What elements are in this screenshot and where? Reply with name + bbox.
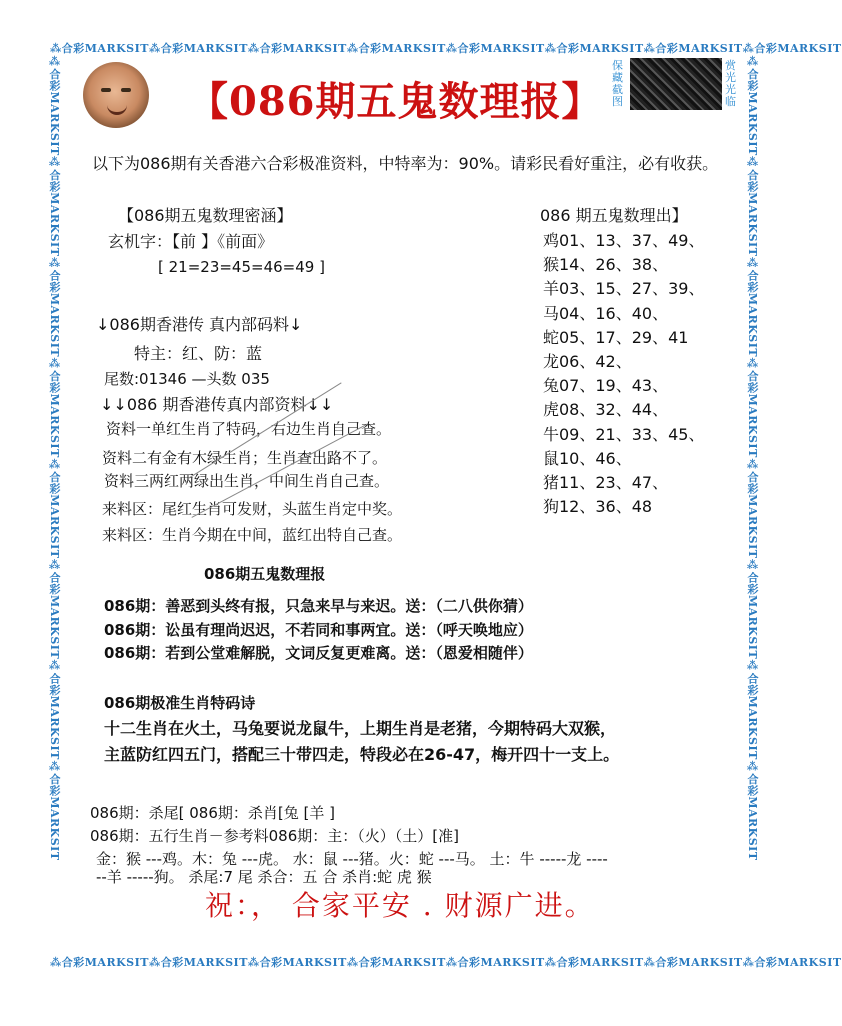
poem-line: 086期：善恶到头终有报，只急来早与来迟。送：（二八供你猜） <box>104 597 533 615</box>
zodiac-item: 马04、16、40、 <box>543 303 669 323</box>
secret-formula: [ 21=23=45=46=49 ] <box>158 258 325 276</box>
special-poem-line: 十二生肖在火土，马兔要说龙鼠牛，上期生肖是老猪，今期特码大双猴， <box>104 719 617 738</box>
qr-left-text: 保藏截图 <box>612 59 623 108</box>
qr-right-text: 赏光光临 <box>725 59 736 108</box>
poem-line: 086期：讼虽有理尚迟迟，不若同和事两宜。送：（呼天唤地应） <box>104 621 533 639</box>
special-poem-line: 主蓝防红四五门，搭配三十带四走，特段必在26-47，梅开四十一支上。 <box>104 745 620 764</box>
inside-line: 来料区：尾红生肖可发财，头蓝生肖定中奖。 <box>102 500 403 518</box>
zodiac-item: 蛇05、17、29、41 <box>543 327 689 347</box>
watermark-right: ⁂合彩MARKSIT⁂合彩MARKSIT⁂合彩MARKSIT⁂合彩MARKSIT⁂合彩MARKSIT⁂合彩MARKSIT⁂合彩MARKSIT⁂合彩MARKSIT <box>746 55 759 861</box>
inside-heading-1: ↓086期香港传 真内部码料↓ <box>96 315 303 334</box>
poem-line: 086期：若到公堂难解脱，文词反复更难离。送：（恩爱相随伴） <box>104 644 533 662</box>
watermark-left: ⁂合彩MARKSIT⁂合彩MARKSIT⁂合彩MARKSIT⁂合彩MARKSIT⁂合彩MARKSIT⁂合彩MARKSIT⁂合彩MARKSIT⁂合彩MARKSIT <box>48 55 61 861</box>
watermark-top: ⁂合彩MARKSIT⁂合彩MARKSIT⁂合彩MARKSIT⁂合彩MARKSIT⁂合彩MARKSIT⁂合彩MARKSIT⁂合彩MARKSIT⁂合彩MARKSIT <box>50 42 842 55</box>
qr-block <box>612 58 740 112</box>
bottom-line-2: 086期：五行生肖－参考料086期：主：（火）（土）[准] <box>90 827 459 845</box>
qr-code <box>630 58 722 110</box>
zodiac-item: 牛09、21、33、45、 <box>543 424 705 444</box>
zodiac-item: 虎08、32、44、 <box>543 400 669 420</box>
zodiac-item: 狗12、36、48 <box>543 497 653 517</box>
secret-riddle: 玄机字：【前 】《前面》 <box>108 232 274 251</box>
zodiac-item: 兔07、19、43、 <box>543 376 669 396</box>
inside-tail: 尾数:01346 —头数 035 <box>104 370 270 388</box>
zodiac-item: 鸡01、13、37、49、 <box>543 231 705 250</box>
zodiac-item: 龙06、42、 <box>543 352 632 372</box>
bottom-line-1: 086期：杀尾[ 086期：杀肖[兔 [羊 ] <box>90 804 335 822</box>
avatar-right-eye <box>121 88 131 92</box>
inside-heading-2: ↓↓086 期香港传真内部资料↓↓ <box>100 395 334 414</box>
inside-special: 特主：红、防：蓝 <box>134 344 263 363</box>
zodiac-item: 猪11、23、47、 <box>543 473 669 493</box>
inside-line: 资料二有金有木绿生肖；生肖查出路不了。 <box>102 449 388 467</box>
bottom-line-3: 金：猴 ---鸡。木：兔 ---虎。 水：鼠 ---猪。火：蛇 ---马。 土：牛 -----龙 ---- <box>96 850 608 868</box>
blessing-text: 祝：， 合家平安 . 财源广进。 <box>205 889 595 922</box>
zodiac-list <box>543 229 704 519</box>
avatar <box>83 62 149 128</box>
zodiac-item: 猴14、26、38、 <box>543 255 669 275</box>
bottom-line-4: --羊 -----狗。 杀尾:7 尾 杀合：五 合 杀肖:蛇 虎 猴 <box>96 868 432 886</box>
avatar-mouth <box>107 104 127 115</box>
inside-line: 资料三两红两绿出生肖，中间生肖自己查。 <box>104 472 390 490</box>
poems-heading: 086期五鬼数理报 <box>204 565 326 583</box>
page-title: 【086期五鬼数理报】 <box>188 78 603 125</box>
intro-text: 以下为086期有关香港六合彩极准资料，中特率为：90%。请彩民看好重注，必有收获。 <box>92 154 719 173</box>
zodiac-heading: 086 期五鬼数理出】 <box>540 206 688 225</box>
watermark-bottom: ⁂合彩MARKSIT⁂合彩MARKSIT⁂合彩MARKSIT⁂合彩MARKSIT⁂合彩MARKSIT⁂合彩MARKSIT⁂合彩MARKSIT⁂合彩MARKSIT <box>50 956 842 969</box>
secret-heading: 【086期五鬼数理密涵】 <box>118 206 293 225</box>
special-poem-heading: 086期极准生肖特码诗 <box>104 694 256 712</box>
zodiac-item: 鼠10、46、 <box>543 448 632 468</box>
zodiac-item: 羊03、15、27、39、 <box>543 279 705 299</box>
inside-line: 来料区：生肖今期在中间，蓝红出特自己查。 <box>102 526 403 544</box>
inside-line: 资料一单红生肖了特码，右边生肖自己查。 <box>106 420 392 438</box>
avatar-left-eye <box>101 88 111 92</box>
